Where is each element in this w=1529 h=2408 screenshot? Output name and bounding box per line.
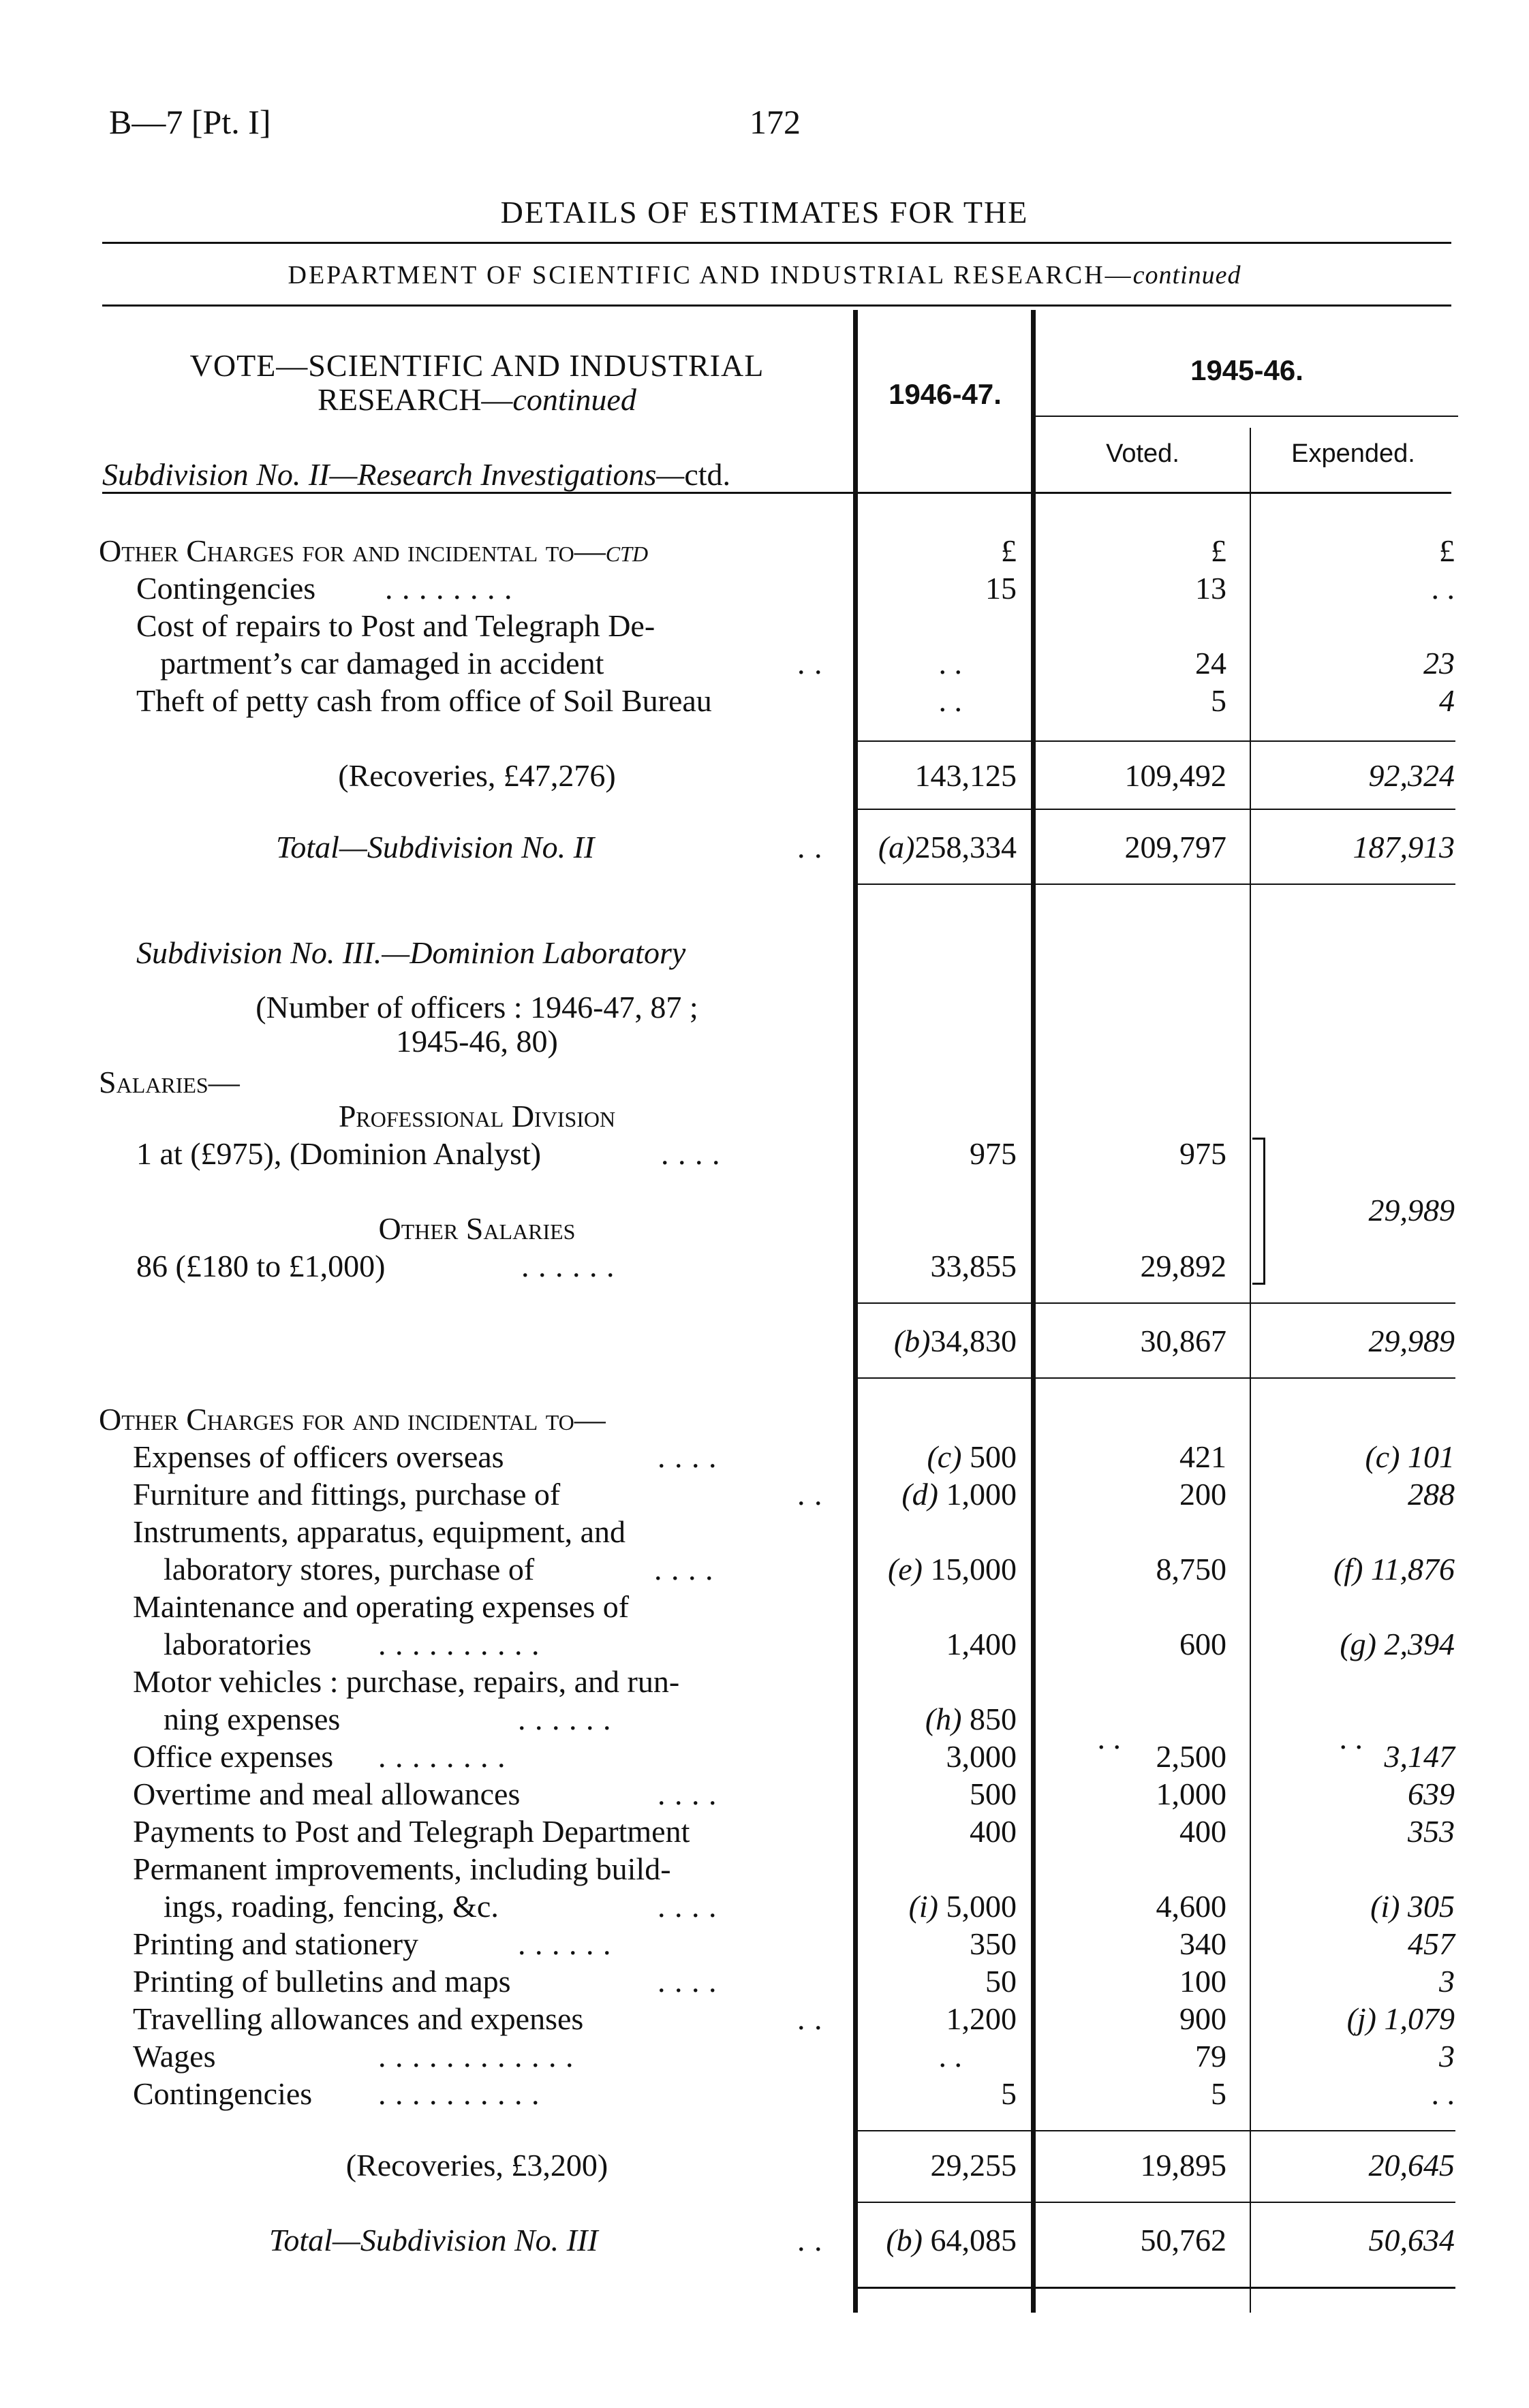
row-label: Maintenance and operating expenses of (133, 1589, 630, 1624)
leader-dots: . . . . . . . . . . . . (378, 2039, 574, 2074)
cell-1946: 975 (970, 1136, 1017, 1171)
row-label: Contingencies (133, 2076, 313, 2111)
cell-voted: 340 (1179, 1926, 1226, 1961)
cell-voted: 4,600 (1156, 1889, 1226, 1924)
sec3-total-1946: (b) 64,085 (886, 2223, 1017, 2257)
cell-voted: 5 (1211, 2076, 1226, 2111)
row-label-2: ning expenses (164, 1702, 341, 1736)
page-title: DETAILS OF ESTIMATES FOR THE (500, 195, 1029, 230)
cell-expended: 4 (1439, 683, 1455, 718)
sec1-subtotal-1946: 143,125 (914, 758, 1017, 793)
cell-expended: (g) 2,394 (1340, 1627, 1455, 1661)
total-bottom-rule (856, 884, 1455, 885)
row-label-2: laboratories (164, 1627, 312, 1661)
leader-dots: . . . . . . (518, 1702, 612, 1736)
cell-expended: 23 (1423, 646, 1455, 681)
leader-dots: . . (797, 2001, 823, 2036)
leader-dots: . . . . . . . . (385, 571, 513, 606)
total-rule (856, 2202, 1455, 2203)
sec1-total-expended: 187,913 (1353, 830, 1455, 864)
row-label: Furniture and fittings, purchase of (133, 1477, 561, 1512)
header-bottom-rule (102, 492, 1451, 494)
subtotal-rule (856, 740, 1455, 742)
cell-1946: . . (938, 2039, 962, 2074)
cell-1946: 3,000 (946, 1739, 1017, 1774)
cell-expended: . . (1431, 571, 1455, 606)
cell-voted: 1,000 (1156, 1777, 1226, 1811)
subtitle-rule (102, 304, 1451, 307)
row-label: Travelling allowances and expenses (133, 2001, 584, 2036)
cell-voted: 24 (1195, 646, 1226, 681)
col-head-rule (1036, 416, 1458, 417)
leader-dots: . . . . (654, 1552, 714, 1586)
cell-expended: (f) 11,876 (1333, 1552, 1455, 1586)
col-rule-3 (1250, 428, 1251, 2313)
row-label: Permanent improvements, including build- (133, 1851, 671, 1886)
sec2-officers-2: 1945-46, 80) (396, 1024, 558, 1059)
row-label: 86 (£180 to £1,000) (136, 1249, 386, 1283)
row-label: Contingencies (136, 571, 316, 606)
salaries-heading: Salaries— (99, 1065, 240, 1099)
brace-expended: 29,989 (1368, 1193, 1455, 1228)
subtotal-bottom-rule (856, 1377, 1455, 1379)
sec3-subtotal-expended: 20,645 (1368, 2148, 1455, 2183)
brace (1252, 1138, 1265, 1285)
row-label: Cost of repairs to Post and Telegraph De- (136, 608, 655, 643)
sec1-subtotal-voted: 109,492 (1124, 758, 1226, 793)
cell-voted: 900 (1179, 2001, 1226, 2036)
leader-dots: . . . . . . . . . . (378, 2076, 540, 2111)
cell-expended: 353 (1408, 1814, 1455, 1849)
sec3-heading: Other Charges for and incidental to— (99, 1402, 606, 1437)
page-subtitle: DEPARTMENT OF SCIENTIFIC AND INDUSTRIAL RESEARCH—continued (288, 261, 1241, 290)
final-rule (856, 2287, 1455, 2289)
cell-1946: 5 (1001, 2076, 1017, 2111)
professional-division: Professional Division (338, 1099, 616, 1133)
row-label: Theft of petty cash from office of Soil Bureau (136, 683, 712, 718)
cell-voted: 5 (1211, 683, 1226, 718)
page-number: 172 (750, 103, 801, 141)
row-label-2: partment’s car damaged in accident (160, 646, 604, 681)
row-label: 1 at (£975), (Dominion Analyst) (136, 1136, 542, 1171)
sec1-total-voted: 209,797 (1124, 830, 1226, 864)
cell-expended: 3,147 (1384, 1739, 1455, 1774)
sec2-subtotal-voted: 30,867 (1140, 1324, 1226, 1358)
row-label: Overtime and meal allowances (133, 1777, 521, 1811)
sec3-subtotal-1946: 29,255 (930, 2148, 1017, 2183)
leader-dots: . . . . (658, 1889, 717, 1924)
pound-sign: £ (1439, 533, 1455, 568)
leader-dots: . . . . (661, 1136, 721, 1171)
cell-1946: 1,200 (946, 2001, 1017, 2036)
sec1-total-label: Total—Subdivision No. II (276, 830, 595, 864)
cell-1946: 400 (970, 1814, 1017, 1849)
cell-expended: (c) 101 (1365, 1439, 1455, 1474)
leader-dots: . . . . (658, 1964, 717, 1999)
sec3-recoveries: (Recoveries, £3,200) (345, 2148, 608, 2183)
cell-expended: 639 (1408, 1777, 1455, 1811)
sec1-heading: Other Charges for and incidental to—ctd (99, 533, 649, 568)
sec1-subtotal-expended: 92,324 (1368, 758, 1455, 793)
sec3-total-voted: 50,762 (1140, 2223, 1226, 2257)
cell-1946: 15 (985, 571, 1017, 606)
sec3-total-label: Total—Subdivision No. III (269, 2223, 598, 2257)
cell-1946: 350 (970, 1926, 1017, 1961)
cell-1946: 50 (985, 1964, 1017, 1999)
cell-1946: 500 (970, 1777, 1017, 1811)
leader-dots: . . . . . . . . . . (378, 1627, 540, 1661)
sec1-total-1946: (a)258,334 (878, 830, 1017, 864)
sec2-subtotal-1946: (b)34,830 (893, 1324, 1017, 1358)
cell-1946: (c) 500 (927, 1439, 1017, 1474)
leader-dots: . . . . (658, 1439, 717, 1474)
row-label: Printing of bulletins and maps (133, 1964, 511, 1999)
col-head-1945: 1945-46. (1190, 354, 1303, 386)
row-label: Office expenses (133, 1739, 334, 1774)
row-label-2: laboratory stores, purchase of (164, 1552, 535, 1586)
pound-sign: £ (1001, 533, 1017, 568)
sec3-total-expended: 50,634 (1368, 2223, 1455, 2257)
cell-1946: (i) 5,000 (908, 1889, 1017, 1924)
leader-dots: . . (797, 646, 823, 681)
cell-voted: 400 (1179, 1814, 1226, 1849)
col-head-expended: Expended. (1291, 439, 1415, 468)
leader-dots: . . . . . . (521, 1249, 615, 1283)
cell-voted: 421 (1179, 1439, 1226, 1474)
col-head-1946: 1946-47. (889, 378, 1002, 410)
cell-1946: 33,855 (930, 1249, 1017, 1283)
cell-1946: (d) 1,000 (901, 1477, 1017, 1512)
vote-heading-2: RESEARCH—continued (318, 382, 636, 417)
cell-expended: (j) 1,079 (1346, 2001, 1455, 2036)
leader-dots: . . (797, 830, 823, 864)
cell-1946: (e) 15,000 (887, 1552, 1017, 1586)
subtotal-rule (856, 2130, 1455, 2131)
sec2-heading: Subdivision No. III.—Dominion Laboratory (136, 935, 686, 970)
col-rule-2 (1031, 310, 1036, 2313)
cell-voted: 2,500 (1156, 1739, 1226, 1774)
leader-dots: . . . . . . . . (378, 1739, 506, 1774)
cell-expended: 457 (1408, 1926, 1455, 1961)
sec3-subtotal-voted: 19,895 (1140, 2148, 1226, 2183)
leader-dots: . . (797, 1477, 823, 1512)
row-label: Expenses of officers overseas (133, 1439, 504, 1474)
cell-expended: (i) 305 (1370, 1889, 1455, 1924)
cell-voted: 13 (1195, 571, 1226, 606)
cell-expended: . . (1431, 2076, 1455, 2111)
row-label-2: ings, roading, fencing, &c. (164, 1889, 499, 1924)
cell-1946: 1,400 (946, 1627, 1017, 1661)
title-rule (102, 242, 1451, 244)
cell-1946: (h) 850 (925, 1702, 1017, 1736)
running-head: B—7 [Pt. I] (109, 103, 271, 141)
sec1-recoveries: (Recoveries, £47,276) (338, 758, 616, 793)
sec2-subtotal-expended: 29,989 (1368, 1324, 1455, 1358)
cell-voted: 600 (1179, 1627, 1226, 1661)
leader-dots: . . . . . . (518, 1926, 612, 1961)
leader-dots: . . . . (658, 1777, 717, 1811)
cell-voted: 200 (1179, 1477, 1226, 1512)
sec2-officers: (Number of officers : 1946-47, 87 ; (256, 990, 698, 1025)
cell-voted: 100 (1179, 1964, 1226, 1999)
col-head-voted: Voted. (1106, 439, 1179, 468)
subdivision-heading: Subdivision No. II—Research Investigations—ctd. (102, 457, 731, 492)
cell-expended: 3 (1439, 2039, 1455, 2074)
cell-voted: . . (1097, 1721, 1121, 1755)
cell-voted: 29,892 (1140, 1249, 1226, 1283)
leader-dots: . . (797, 2223, 823, 2257)
pound-sign: £ (1211, 533, 1226, 568)
other-salaries: Other Salaries (378, 1211, 576, 1246)
cell-expended: . . (1339, 1721, 1363, 1755)
cell-expended: 288 (1408, 1477, 1455, 1512)
total-rule (856, 809, 1455, 810)
row-label: Payments to Post and Telegraph Department (133, 1814, 690, 1849)
row-label: Wages (133, 2039, 216, 2074)
cell-voted: 8,750 (1156, 1552, 1226, 1586)
cell-1946: . . (938, 683, 962, 718)
row-label: Motor vehicles : purchase, repairs, and run- (133, 1664, 680, 1699)
cell-voted: 975 (1179, 1136, 1226, 1171)
row-label: Instruments, apparatus, equipment, and (133, 1514, 626, 1549)
cell-voted: 79 (1195, 2039, 1226, 2074)
cell-1946: . . (938, 646, 962, 681)
cell-expended: 3 (1439, 1964, 1455, 1999)
vote-heading: VOTE—SCIENTIFIC AND INDUSTRIAL (189, 348, 764, 383)
col-rule-1 (853, 310, 858, 2313)
subtotal-rule (856, 1302, 1455, 1304)
row-label: Printing and stationery (133, 1926, 419, 1961)
